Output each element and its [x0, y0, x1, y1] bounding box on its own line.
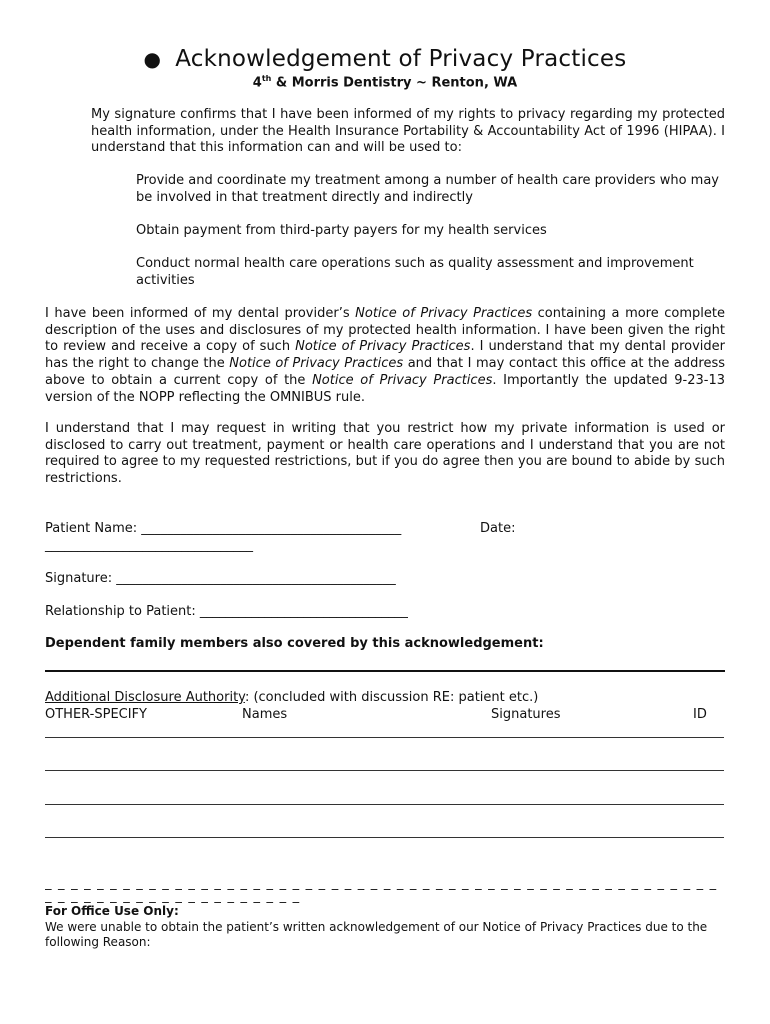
notice-text: and that I may contact this office at the address above to obtain a current copy of the	[45, 356, 725, 388]
dependents-line[interactable]	[45, 670, 725, 672]
relationship-field[interactable]: Relationship to Patient: ________________________________	[45, 604, 408, 619]
restrictions-paragraph: I understand that I may request in writing that you restrict how my private information is used or disclosed to carry out treatment, payment or health care operations and I understand that you are not required to agree to my requested restrictions, but if you do agree then you are bound to abide by such restrictions.	[45, 421, 725, 487]
additional-disclosure-heading	[45, 690, 538, 705]
column-other-specify: OTHER-SPECIFY	[45, 707, 147, 722]
column-signatures: Signatures	[491, 707, 561, 722]
office-use-text: We were unable to obtain the patient’s written acknowledgement of our Notice of Privacy Practices due to the following Reason:	[45, 920, 708, 949]
bullet-icon: ●	[143, 47, 162, 71]
subtitle-rest: & Morris Dentistry ~ Renton, WA	[271, 75, 518, 91]
patient-name-field[interactable]: Patient Name: ________________________________________	[45, 521, 402, 536]
npp-reference: Notice of Privacy Practices	[312, 372, 493, 388]
cut-line: _ _ _ _ _ _ _ _ _ _ _ _ _ _ _ _ _ _ _ _ _ _ _ _ _ _ _ _ _ _ _ _ _ _ _ _ _ _ _ _ _ _ _ _ _ _ _ _ _ _ _ _ _ _ _ _ _ _ _ _ _ _ _ _ _ _ _ _ _ _ _ _	[45, 877, 718, 904]
subtitle-number: 4	[252, 75, 262, 91]
notice-text: containing a more complete description of the uses and disclosures of my protected health information. I have been given the right to review and receive a copy of such	[45, 306, 726, 355]
disclosure-entry-line[interactable]	[45, 770, 724, 771]
additional-disclosure-note: : (concluded with discussion RE: patient etc.)	[244, 690, 539, 705]
disclosure-entry-line[interactable]	[45, 804, 724, 805]
intro-paragraph: My signature confirms that I have been informed of my rights to privacy regarding my protected health information, under the Health Insurance Portability & Accountability Act of 1996 (HIPAA). I understand that this information can and will be used to:	[91, 107, 725, 156]
disclosure-entry-line[interactable]	[45, 837, 724, 838]
title-text: Acknowledgement of Privacy Practices	[175, 46, 627, 72]
notice-text: I have been informed of my dental provider’s	[45, 306, 356, 321]
notice-text: . Importantly the updated 9-23-13 version of the NOPP reflecting the OMNIBUS rule.	[45, 372, 725, 405]
page-title	[0, 46, 770, 72]
column-id: ID	[693, 707, 707, 722]
use-item-operations: Conduct normal health care operations such as quality assessment and improvement activities	[136, 256, 694, 288]
use-item-treatment: Provide and coordinate my treatment among a number of health care providers who may be involved in that treatment directly and indirectly	[136, 173, 719, 205]
practice-subtitle	[0, 74, 770, 90]
notice-paragraph	[45, 306, 725, 406]
npp-reference: Notice of Privacy Practices	[355, 306, 533, 321]
office-use-heading: For Office Use Only:	[45, 904, 179, 918]
date-field[interactable]: ________________________________	[45, 538, 253, 553]
column-names: Names	[242, 707, 288, 722]
npp-reference: Notice of Privacy Practices	[295, 339, 471, 355]
date-label: Date:	[480, 521, 516, 536]
use-item-payment: Obtain payment from third-party payers for my health services	[136, 223, 547, 238]
notice-text: . I understand that my dental provider has the right to change the	[45, 339, 725, 372]
disclosure-entry-line[interactable]	[45, 737, 724, 738]
signature-field[interactable]: Signature: ___________________________________________	[45, 571, 396, 586]
dependents-heading: Dependent family members also covered by this acknowledgement:	[45, 636, 544, 651]
npp-reference: Notice of Privacy Practices	[229, 356, 404, 372]
subtitle-ordinal: th	[261, 74, 272, 83]
additional-disclosure-label: Additional Disclosure Authority	[45, 690, 245, 705]
